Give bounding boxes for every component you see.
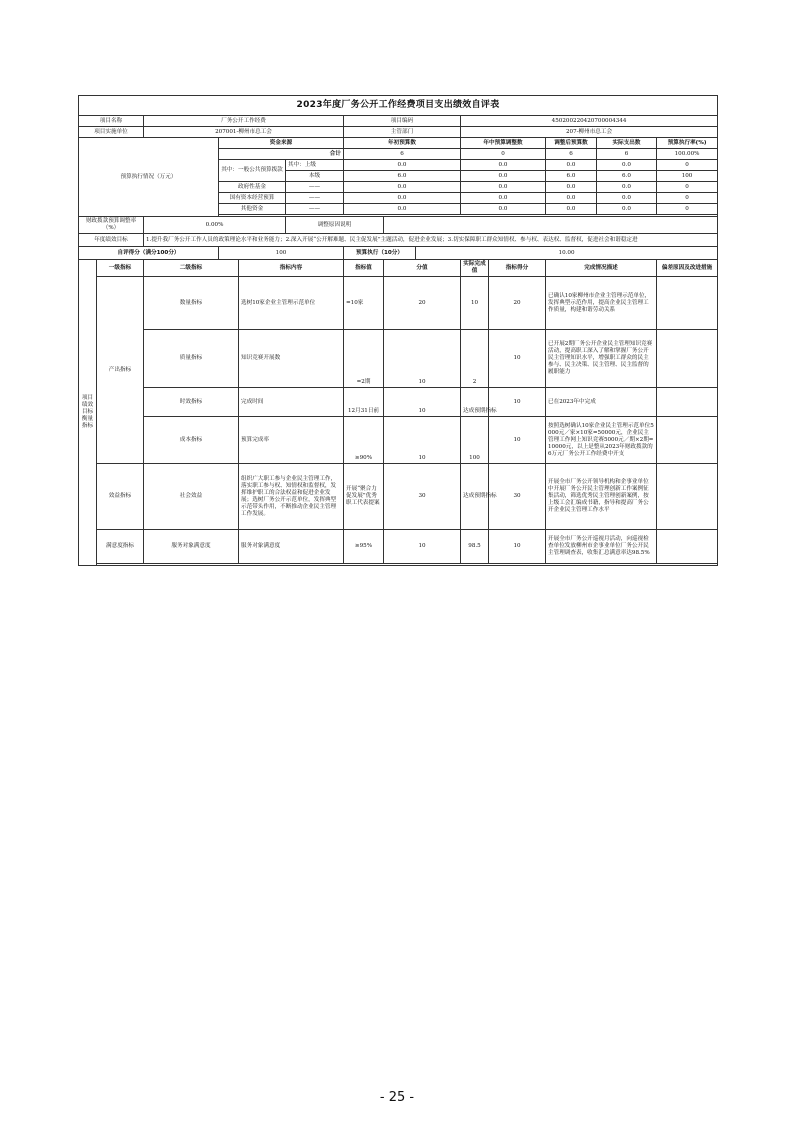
budget-general-upper-label: 其中：上级	[286, 160, 344, 171]
budget-capital-adjusted: 0.0	[546, 193, 597, 204]
got-quantity: 20	[489, 277, 546, 330]
budget-other-adjusted: 0.0	[546, 204, 597, 215]
budget-fund-midyear: 0.0	[461, 182, 546, 193]
goal-label: 年度绩效目标	[79, 234, 144, 247]
budget-upper-midyear: 0.0	[461, 160, 546, 171]
score-time: 10	[384, 388, 461, 417]
budget-header-adjusted: 调整后预算数	[546, 138, 597, 149]
ind-header-reason: 偏差原因及改进措施	[657, 260, 718, 277]
budget-other-actual: 0.0	[597, 204, 657, 215]
budget-general-label: 其中：一般公共预算拨款	[219, 160, 286, 182]
reason-satisfaction	[657, 530, 718, 564]
budget-fund-label: 政府性基金	[219, 182, 286, 193]
reason-cost	[657, 417, 718, 464]
content-quality: 知识竞赛开展数	[239, 330, 344, 388]
score-cost: 10	[384, 417, 461, 464]
budget-fund-dash: ——	[286, 182, 344, 193]
actual-quantity: 10	[461, 277, 489, 330]
desc-social: 开展全市厂务公开领导机构和企事业单位中开展厂务公开民主管理创新工作案例征集活动，筛选优秀民主管理创新案例，按上级工会汇编成书籍，指导和提高厂务公开企业民主管理工作水平	[546, 464, 657, 530]
level1-satisfaction: 满意度指标	[97, 530, 144, 564]
page-number: - 25 -	[379, 1090, 415, 1105]
budget-header-source: 资金来源	[219, 138, 344, 149]
got-time: 10	[489, 388, 546, 417]
level2-satisfaction: 服务对象满意度	[144, 530, 239, 564]
level2-social: 社会效益	[144, 464, 239, 530]
info-row-unit	[79, 127, 718, 138]
indicator-row	[79, 330, 718, 388]
budget-local-adjusted: 6.0	[546, 171, 597, 182]
dept-label: 主管部门	[344, 127, 461, 138]
reason-social	[657, 464, 718, 530]
budget-upper-rate: 0	[657, 160, 718, 171]
budget-side-label: 预算执行情况（万元）	[79, 138, 219, 217]
ind-header-actual: 实际完成值	[461, 260, 489, 277]
content-social: 组织广大职工参与企业民主管理工作，落实职工参与权、知情权和监督权，发挥维护职工的合法权益和促进企业发展；选树厂务公开示范单位，发挥典型示范带头作用，不断推动企业民主管理工作发展。	[239, 464, 344, 530]
table-title: 2023年度厂务公开工作经费项目支出绩效自评表	[79, 96, 718, 116]
budget-total-rate: 100.00%	[657, 149, 718, 160]
exec-score-value: 10.00	[416, 247, 718, 260]
actual-social: 达成预期指标	[461, 464, 489, 530]
goal-row	[79, 234, 718, 247]
exec-score-label: 预算执行（10分）	[344, 247, 416, 260]
adjust-label: 财政拨款预算调整率（%）	[79, 217, 144, 234]
indicator-row	[79, 530, 718, 564]
got-social: 30	[489, 464, 546, 530]
score-row	[79, 247, 718, 260]
budget-local-initial: 6.0	[344, 171, 461, 182]
got-satisfaction: 10	[489, 530, 546, 564]
impl-unit-label: 项目实施单位	[79, 127, 144, 138]
actual-cost: 100	[461, 417, 489, 464]
adjust-reason-label: 调整原因说明	[286, 217, 384, 234]
indicator-header-row	[79, 260, 718, 277]
budget-fund-adjusted: 0.0	[546, 182, 597, 193]
level1-benefit: 效益指标	[97, 464, 144, 530]
budget-capital-dash: ——	[286, 193, 344, 204]
budget-capital-initial: 0.0	[344, 193, 461, 204]
ind-header-level1: 一级指标	[97, 260, 144, 277]
level2-quantity: 数量指标	[144, 277, 239, 330]
actual-time: 达成预期指标	[461, 388, 489, 417]
performance-table-sheet	[78, 95, 717, 566]
budget-upper-adjusted: 0.0	[546, 160, 597, 171]
budget-header-midyear: 年中预算调整数	[461, 138, 546, 149]
level2-cost: 成本指标	[144, 417, 239, 464]
budget-upper-actual: 0.0	[597, 160, 657, 171]
adjust-reason-value	[384, 217, 718, 234]
adjust-value: 0.00%	[144, 217, 286, 234]
desc-quantity: 已确认10家柳州市企业主管理示范单位，发挥典型示范作用，提高企业民主管理工作质量，构建和谐劳动关系	[546, 277, 657, 330]
desc-cost: 按照选树确认10家企业民主管理示范单位5000元／家×10家=50000元，企业民主管理工作网上知识竞赛5000元／期×2期=10000元，以上是整从2023年财政拨款的6万元厂务公开工作经费中开支	[546, 417, 657, 464]
value-cost: ≥90%	[344, 417, 384, 464]
budget-header-actual: 实际支出数	[597, 138, 657, 149]
project-code-label: 项目编码	[344, 116, 461, 127]
score-quantity: 20	[384, 277, 461, 330]
value-quality: =2期	[344, 330, 384, 388]
reason-quality	[657, 330, 718, 388]
budget-header-initial: 年初预算数	[344, 138, 461, 149]
level1-output: 产出指标	[97, 277, 144, 464]
goal-text: 1.提升我厂务公开工作人员的政策理论水平和业务能力；2.深入开展“公开解难题、民主促发展”主题活动，促进企业发展；3.切实保障职工群众知情权、参与权、表达权、监督权，促进社会和谐稳定进	[144, 234, 718, 247]
budget-general-local-label: 本级	[286, 171, 344, 182]
budget-header-row	[79, 138, 718, 149]
budget-upper-initial: 0.0	[344, 160, 461, 171]
project-name-label: 项目名称	[79, 116, 144, 127]
info-row-project	[79, 116, 718, 127]
indicator-row	[79, 417, 718, 464]
budget-capital-midyear: 0.0	[461, 193, 546, 204]
score-value: 100	[219, 247, 344, 260]
ind-header-score: 分值	[384, 260, 461, 277]
indicator-bottom-row	[79, 564, 718, 566]
desc-quality: 已开展2期厂务公开企业民主管理知识竞赛活动，提高职工深入了解和掌握厂务公开民主管理知识水平，增强职工群众的民主参与、民主决策、民主管理、民主监督的履职能力	[546, 330, 657, 388]
desc-time: 已在2023年中完成	[546, 388, 657, 417]
ind-header-level2: 二级指标	[144, 260, 239, 277]
actual-quality: 2	[461, 330, 489, 388]
value-social: 开展“聚合力 促发展”优秀职工代表提案	[344, 464, 384, 530]
budget-other-dash: ——	[286, 204, 344, 215]
got-quality: 10	[489, 330, 546, 388]
value-time: 12月31日前	[344, 388, 384, 417]
ind-header-value: 指标值	[344, 260, 384, 277]
indicator-row	[79, 388, 718, 417]
value-satisfaction: ≥95%	[344, 530, 384, 564]
indicator-side-label: 项目绩效目标衡量指标	[79, 260, 97, 566]
budget-local-actual: 6.0	[597, 171, 657, 182]
score-social: 30	[384, 464, 461, 530]
indicator-bottom-cell	[97, 564, 718, 566]
content-time: 完成时间	[239, 388, 344, 417]
level2-time: 时效指标	[144, 388, 239, 417]
ind-header-content: 指标内容	[239, 260, 344, 277]
content-cost: 预算完成率	[239, 417, 344, 464]
value-quantity: =10家	[344, 277, 384, 330]
performance-table	[78, 95, 718, 566]
budget-total-label: 合计	[219, 149, 344, 160]
budget-local-midyear: 0.0	[461, 171, 546, 182]
budget-total-actual: 6	[597, 149, 657, 160]
reason-time	[657, 388, 718, 417]
desc-satisfaction: 开展全市厂务公开巡视月活动，向巡视检查单位发放柳州市企事业单位厂务公开民主管理调查表，收集汇总满意率达98.5%	[546, 530, 657, 564]
ind-header-got: 指标得分	[489, 260, 546, 277]
budget-total-midyear: 0	[461, 149, 546, 160]
score-satisfaction: 10	[384, 530, 461, 564]
content-satisfaction: 服务对象满意度	[239, 530, 344, 564]
budget-capital-rate: 0	[657, 193, 718, 204]
reason-quantity	[657, 277, 718, 330]
got-cost: 10	[489, 417, 546, 464]
budget-total-initial: 6	[344, 149, 461, 160]
budget-other-midyear: 0.0	[461, 204, 546, 215]
budget-other-rate: 0	[657, 204, 718, 215]
budget-local-rate: 100	[657, 171, 718, 182]
project-code-value: 45020022042070000434​4	[461, 116, 718, 127]
budget-other-initial: 0.0	[344, 204, 461, 215]
budget-fund-actual: 0.0	[597, 182, 657, 193]
score-label: 自评得分（满分100分）	[79, 247, 219, 260]
score-quality: 10	[384, 330, 461, 388]
indicator-row	[79, 277, 718, 330]
indicator-row	[79, 464, 718, 530]
level2-quality: 质量指标	[144, 330, 239, 388]
budget-fund-initial: 0.0	[344, 182, 461, 193]
budget-capital-actual: 0.0	[597, 193, 657, 204]
budget-capital-label: 国有资本经营预算	[219, 193, 286, 204]
impl-unit-value: 207001-柳州市总工会	[144, 127, 344, 138]
actual-satisfaction: 98.5	[461, 530, 489, 564]
budget-other-label: 其他资金	[219, 204, 286, 215]
budget-total-adjusted: 6	[546, 149, 597, 160]
ind-header-desc: 完成情况描述	[546, 260, 657, 277]
budget-header-rate: 预算执行率(%)	[657, 138, 718, 149]
project-name-value: 厂务公开工作经费	[144, 116, 344, 127]
title-row	[79, 96, 718, 116]
adjust-row	[79, 217, 718, 234]
dept-value: 207-柳州市总工会	[461, 127, 718, 138]
content-quantity: 选树10家企业主管理示范单位	[239, 277, 344, 330]
budget-fund-rate: 0	[657, 182, 718, 193]
